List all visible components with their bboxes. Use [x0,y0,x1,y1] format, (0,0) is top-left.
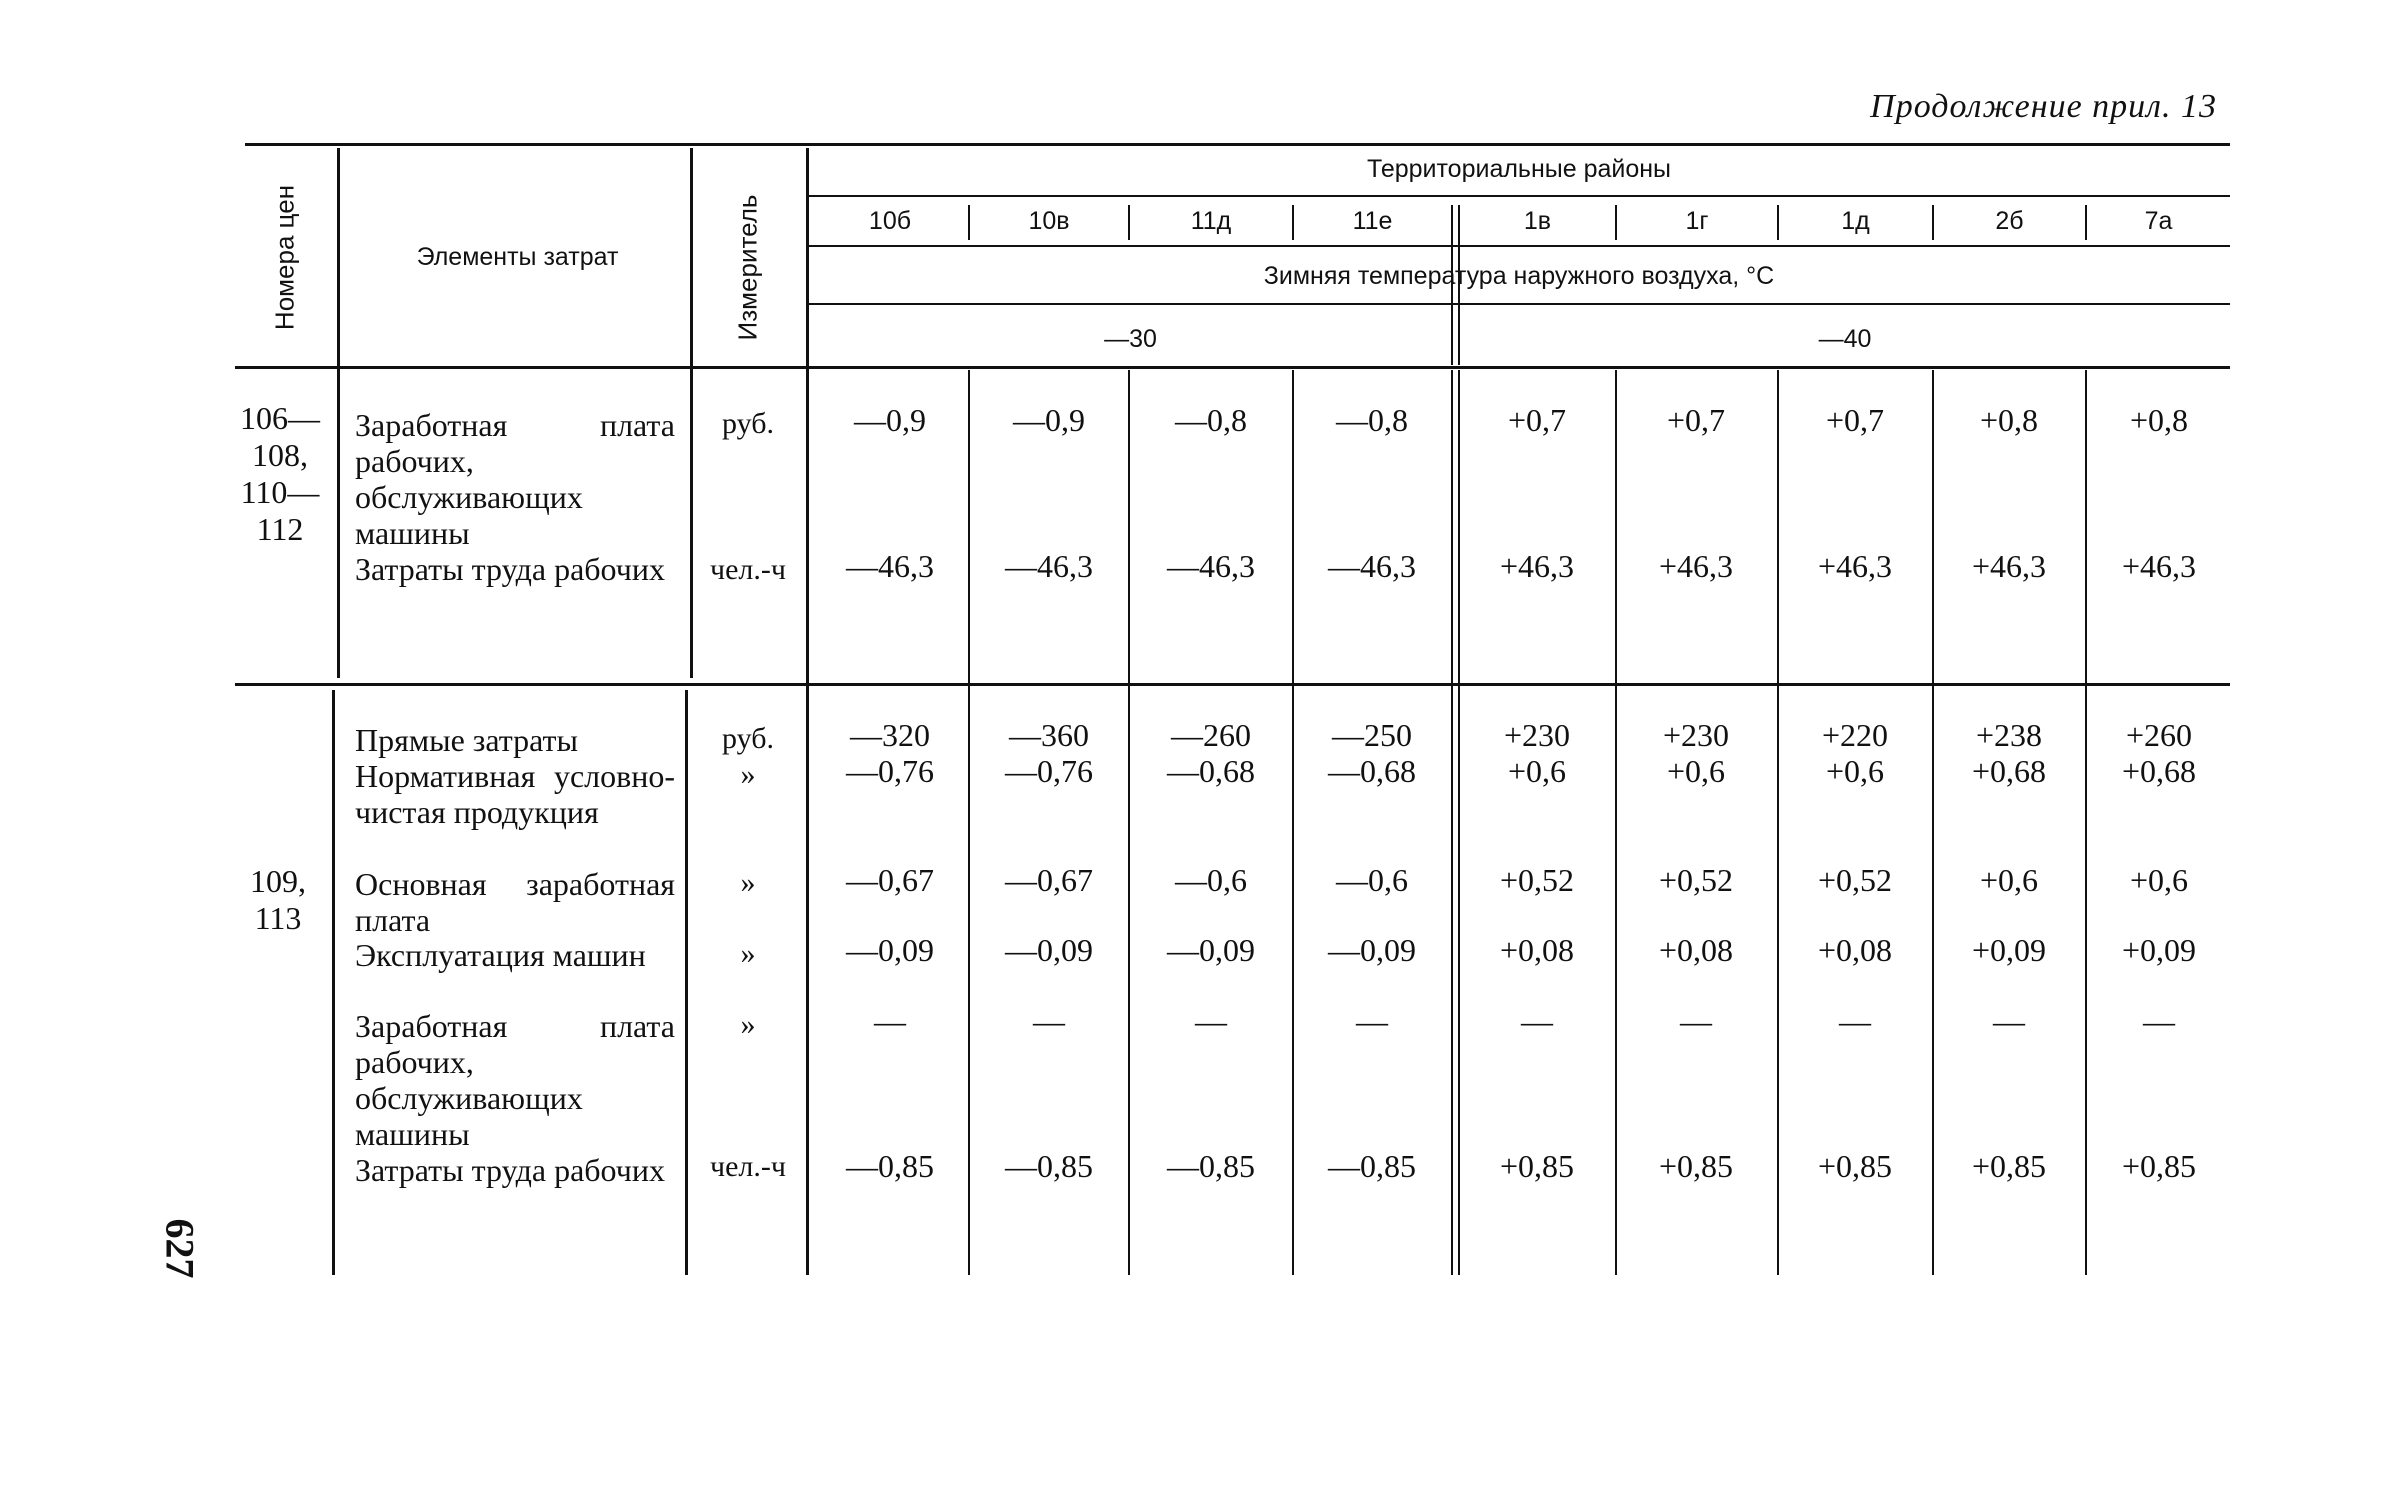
cost-element: Заработная плата рабочих, обслуживающих машины [355,407,675,551]
cost-element: Эксплуатация машин [355,937,646,973]
district-header: 10в [1028,207,1070,235]
value-cell: +0,08 [1817,932,1893,968]
district-header: 2б [1995,207,2024,235]
value-cell: — [2143,1003,2175,1039]
continuation-title: Продолжение прил. 13 [1870,88,2217,125]
value-cell: +260 [2125,717,2193,753]
district-header: 11е [1352,207,1393,235]
district-header: 10б [868,207,912,235]
value-cell: +0,68 [1971,753,2047,789]
value-cell: — [1195,1003,1227,1039]
temp-group-header: —40 [1818,325,1872,353]
value-col-divider [1777,370,1779,1275]
value-cell: —0,6 [1336,862,1408,898]
value-cell: —260 [1171,717,1251,753]
district-header: 1д [1841,207,1870,235]
value-cell: — [1993,1003,2025,1039]
value-cell: — [1356,1003,1388,1039]
district-header: 1в [1523,207,1552,235]
value-cell: —0,9 [854,402,926,438]
price-number-group: 109, 113 [250,863,306,936]
value-cell: +0,6 [1666,753,1726,789]
value-cell: +238 [1975,717,2043,753]
price-number-group: 106— 108, 110— 112 [240,400,320,547]
value-cell: +0,6 [1507,753,1567,789]
value-cell: +0,08 [1499,932,1575,968]
value-cell: +0,7 [1507,402,1567,438]
value-cell: —0,09 [1005,932,1093,968]
measure-unit: » [740,937,756,970]
value-cell: +230 [1662,717,1730,753]
value-cell: +46,3 [2121,548,2197,584]
value-col-divider [1128,370,1130,1275]
value-cell: —46,3 [1005,548,1093,584]
value-cell: +0,85 [2121,1148,2197,1184]
value-cell: +0,08 [1658,932,1734,968]
value-cell: —250 [1332,717,1412,753]
price-numbers-header: Номера цен [269,184,300,331]
measure-unit: руб. [722,722,774,755]
value-cell: +0,6 [2129,862,2189,898]
value-cell: +0,85 [1817,1148,1893,1184]
value-cell: —0,9 [1013,402,1085,438]
value-cell: — [1521,1003,1553,1039]
value-col-divider [1615,370,1617,1275]
value-col-divider-double [1458,370,1460,1275]
value-col-divider [1292,370,1294,1275]
value-cell: +0,52 [1658,862,1734,898]
value-cell: +0,09 [1971,932,2047,968]
value-cell: —0,85 [1328,1148,1416,1184]
measure-unit: чел.-ч [710,1150,786,1183]
territorial-rule [808,195,2230,197]
value-cell: +0,8 [1979,402,2039,438]
value-cell: —0,09 [846,932,934,968]
value-cell: —0,6 [1175,862,1247,898]
measure-header: Измеритель [732,194,763,341]
value-cell: —320 [850,717,930,753]
cost-element: Основная заработная плата [355,866,675,938]
value-cell: +0,09 [2121,932,2197,968]
value-cell: —0,85 [1167,1148,1255,1184]
value-cell: +0,8 [2129,402,2189,438]
territorial-header: Территориальные районы [1366,155,1672,183]
value-cell: +46,3 [1817,548,1893,584]
measure-unit: » [740,866,756,899]
district-header: 11д [1190,207,1232,235]
district-header: 1г [1685,207,1709,235]
cost-element: Нормативная условно-чистая продукция [355,758,675,830]
measure-unit: руб. [722,407,774,440]
cost-element: Затраты труда рабочих [355,1152,665,1188]
col-divider-price [337,148,340,678]
header-bottom-rule [235,366,2230,369]
value-cell: +0,85 [1971,1148,2047,1184]
value-cell: +0,52 [1817,862,1893,898]
value-cell: +0,7 [1825,402,1885,438]
value-cell: —0,85 [1005,1148,1093,1184]
temp-group-header: —30 [1104,325,1157,353]
value-cell: +0,6 [1825,753,1885,789]
value-cell: —0,76 [1005,753,1093,789]
value-cell: —0,85 [846,1148,934,1184]
value-cell: +0,7 [1666,402,1726,438]
value-cell: +230 [1503,717,1571,753]
cost-element: Заработная плата рабочих, обслуживающих машины [355,1008,675,1152]
col-divider-unit [806,148,809,1275]
value-col-divider [2085,370,2087,1275]
value-col-divider [968,370,970,1275]
value-cell: +46,3 [1971,548,2047,584]
measure-unit: чел.-ч [710,553,786,586]
top-rule [245,143,2230,146]
measure-unit: » [740,1008,756,1041]
page-number: 627 [157,1218,203,1279]
value-cell: — [1680,1003,1712,1039]
cost-element: Прямые затраты [355,722,579,758]
value-cell: —0,67 [846,862,934,898]
value-cell: +0,68 [2121,753,2197,789]
value-cell: —0,76 [846,753,934,789]
value-cell: +46,3 [1499,548,1575,584]
cost-elements-header: Элементы затрат [416,243,619,271]
value-cell: —0,09 [1328,932,1416,968]
value-col-divider [1932,370,1934,1275]
temperature-rule [808,303,2230,305]
district-header: 7а [2144,207,2173,235]
group-separator-rule [235,683,2230,686]
value-cell: +0,52 [1499,862,1575,898]
temperature-header: Зимняя температура наружного воздуха, °C [1263,262,1775,290]
measure-unit: » [740,758,756,791]
cost-element: Затраты труда рабочих [355,551,665,587]
value-cell: —46,3 [1167,548,1255,584]
value-col-divider-double [1451,370,1453,1275]
value-cell: +0,85 [1499,1148,1575,1184]
value-cell: —46,3 [1328,548,1416,584]
value-cell: +220 [1821,717,1889,753]
value-cell: —0,8 [1336,402,1408,438]
value-cell: —0,67 [1005,862,1093,898]
value-cell: —0,09 [1167,932,1255,968]
col-divider-price [332,690,335,1275]
value-cell: — [1033,1003,1065,1039]
value-cell: — [1839,1003,1871,1039]
value-cell: +46,3 [1658,548,1734,584]
value-cell: +0,85 [1658,1148,1734,1184]
value-cell: —46,3 [846,548,934,584]
value-cell: —0,68 [1167,753,1255,789]
value-cell: — [874,1003,906,1039]
value-cell: —0,8 [1175,402,1247,438]
value-cell: +0,6 [1979,862,2039,898]
value-cell: —360 [1009,717,1089,753]
districts-rule [808,245,2230,247]
value-cell: —0,68 [1328,753,1416,789]
